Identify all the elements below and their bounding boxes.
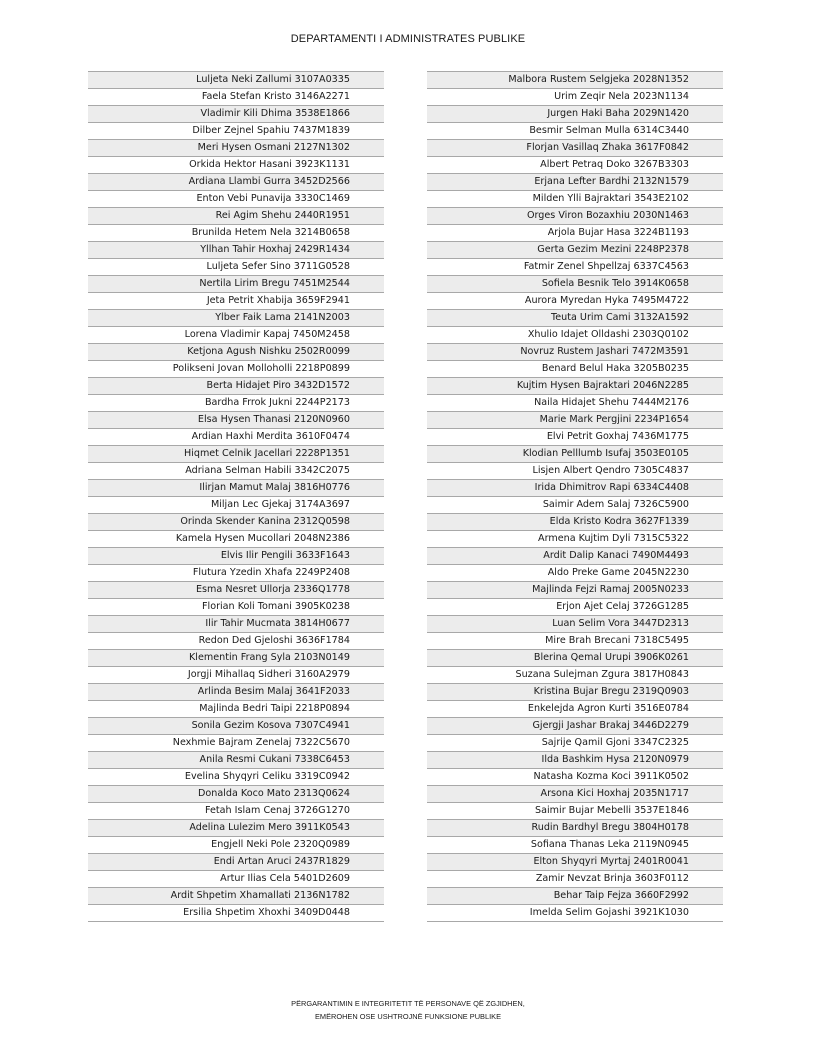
list-item: Milden Ylli Bajraktari 3543E2102 (427, 191, 723, 208)
list-item: Aldo Preke Game 2045N2230 (427, 565, 723, 582)
list-item: Donalda Koco Mato 2313Q0624 (88, 786, 384, 803)
list-item: Sofiana Thanas Leka 2119N0945 (427, 837, 723, 854)
list-item: Miljan Lec Gjekaj 3174A3697 (88, 497, 384, 514)
list-item: Redon Ded Gjeloshi 3636F1784 (88, 633, 384, 650)
list-item: Malbora Rustem Selgjeka 2028N1352 (427, 72, 723, 89)
list-item: Ardit Dalip Kanaci 7490M4493 (427, 548, 723, 565)
list-item: Mire Brah Brecani 7318C5495 (427, 633, 723, 650)
list-item: Faela Stefan Kristo 3146A2271 (88, 89, 384, 106)
list-item: Endi Artan Aruci 2437R1829 (88, 854, 384, 871)
list-item: Majlinda Fejzi Ramaj 2005N0233 (427, 582, 723, 599)
list-item: Enton Vebi Punavija 3330C1469 (88, 191, 384, 208)
list-item: Adriana Selman Habili 3342C2075 (88, 463, 384, 480)
list-item: Ilda Bashkim Hysa 2120N0979 (427, 752, 723, 769)
list-item: Hiqmet Celnik Jacellari 2228P1351 (88, 446, 384, 463)
list-item: Evelina Shyqyri Celiku 3319C0942 (88, 769, 384, 786)
list-item: Urim Zeqir Nela 2023N1134 (427, 89, 723, 106)
list-item: Benard Belul Haka 3205B0235 (427, 361, 723, 378)
list-item: Artur Ilias Cela 5401D2609 (88, 871, 384, 888)
list-item: Kristina Bujar Bregu 2319Q0903 (427, 684, 723, 701)
list-item: Imelda Selim Gojashi 3921K1030 (427, 905, 723, 922)
list-item: Naila Hidajet Shehu 7444M2176 (427, 395, 723, 412)
list-item: Lisjen Albert Qendro 7305C4837 (427, 463, 723, 480)
list-item: Polikseni Jovan Molloholli 2218P0899 (88, 361, 384, 378)
list-item: Albert Petraq Doko 3267B3303 (427, 157, 723, 174)
list-item: Besmir Selman Mulla 6314C3440 (427, 123, 723, 140)
list-item: Sofiela Besnik Telo 3914K0658 (427, 276, 723, 293)
list-item: Rudin Bardhyl Bregu 3804H0178 (427, 820, 723, 837)
list-item: Jurgen Haki Baha 2029N1420 (427, 106, 723, 123)
list-item: Yllhan Tahir Hoxhaj 2429R1434 (88, 242, 384, 259)
list-item: Berta Hidajet Piro 3432D1572 (88, 378, 384, 395)
list-item: Anila Resmi Cukani 7338C6453 (88, 752, 384, 769)
list-item: Orkida Hektor Hasani 3923K1131 (88, 157, 384, 174)
list-item: Jeta Petrit Xhabija 3659F2941 (88, 293, 384, 310)
list-item: Blerina Qemal Urupi 3906K0261 (427, 650, 723, 667)
list-item: Orges Viron Bozaxhiu 2030N1463 (427, 208, 723, 225)
list-item: Kamela Hysen Mucollari 2048N2386 (88, 531, 384, 548)
page-title: DEPARTAMENTI I ADMINISTRATES PUBLIKE (290, 33, 526, 45)
list-item: Armena Kujtim Dyli 7315C5322 (427, 531, 723, 548)
list-item: Florjan Vasillaq Zhaka 3617F0842 (427, 140, 723, 157)
right-name-list (427, 71, 723, 922)
list-item: Zamir Nevzat Brinja 3603F0112 (427, 871, 723, 888)
list-item: Irida Dhimitrov Rapi 6334C4408 (427, 480, 723, 497)
list-item: Saimir Bujar Mebelli 3537E1846 (427, 803, 723, 820)
list-item: Elton Shyqyri Myrtaj 2401R0041 (427, 854, 723, 871)
list-item: Meri Hysen Osmani 2127N1302 (88, 140, 384, 157)
list-item: Florian Koli Tomani 3905K0238 (88, 599, 384, 616)
list-item: Gjergji Jashar Brakaj 3446D2279 (427, 718, 723, 735)
list-item: Arsona Kici Hoxhaj 2035N1717 (427, 786, 723, 803)
list-item: Brunilda Hetem Nela 3214B0658 (88, 225, 384, 242)
list-item: Jorgji Mihallaq Sidheri 3160A2979 (88, 667, 384, 684)
list-item: Luljeta Sefer Sino 3711G0528 (88, 259, 384, 276)
left-name-list (88, 71, 384, 922)
list-item: Arjola Bujar Hasa 3224B1193 (427, 225, 723, 242)
footer-line-2: EMËROHEN OSE USHTROJNË FUNKSIONE PUBLIKE (314, 1011, 502, 1021)
list-item: Flutura Yzedin Xhafa 2249P2408 (88, 565, 384, 582)
list-item: Arlinda Besim Malaj 3641F2033 (88, 684, 384, 701)
list-item: Aurora Myredan Hyka 7495M4722 (427, 293, 723, 310)
list-item: Vladimir Kili Dhima 3538E1866 (88, 106, 384, 123)
list-item: Nexhmie Bajram Zenelaj 7322C5670 (88, 735, 384, 752)
list-item: Sonila Gezim Kosova 7307C4941 (88, 718, 384, 735)
list-item: Elda Kristo Kodra 3627F1339 (427, 514, 723, 531)
list-item: Adelina Lulezim Mero 3911K0543 (88, 820, 384, 837)
list-item: Suzana Sulejman Zgura 3817H0843 (427, 667, 723, 684)
list-item: Ardiana Llambi Gurra 3452D2566 (88, 174, 384, 191)
list-item: Sajrije Qamil Gjoni 3347C2325 (427, 735, 723, 752)
list-item: Fetah Islam Cenaj 3726G1270 (88, 803, 384, 820)
list-item: Erjon Ajet Celaj 3726G1285 (427, 599, 723, 616)
list-item: Klementin Frang Syla 2103N0149 (88, 650, 384, 667)
list-item: Ilir Tahir Mucmata 3814H0677 (88, 616, 384, 633)
list-item: Elsa Hysen Thanasi 2120N0960 (88, 412, 384, 429)
list-item: Ardian Haxhi Merdita 3610F0474 (88, 429, 384, 446)
list-item: Marie Mark Pergjini 2234P1654 (427, 412, 723, 429)
list-item: Elvi Petrit Goxhaj 7436M1775 (427, 429, 723, 446)
list-item: Fatmir Zenel Shpellzaj 6337C4563 (427, 259, 723, 276)
list-item: Enkelejda Agron Kurti 3516E0784 (427, 701, 723, 718)
list-item: Ketjona Agush Nishku 2502R0099 (88, 344, 384, 361)
list-item: Erjana Lefter Bardhi 2132N1579 (427, 174, 723, 191)
list-item: Nertila Lirim Bregu 7451M2544 (88, 276, 384, 293)
list-item: Saimir Adem Salaj 7326C5900 (427, 497, 723, 514)
list-item: Lorena Vladimir Kapaj 7450M2458 (88, 327, 384, 344)
list-item: Rei Agim Shehu 2440R1951 (88, 208, 384, 225)
list-item: Bardha Frrok Jukni 2244P2173 (88, 395, 384, 412)
list-item: Luljeta Neki Zallumi 3107A0335 (88, 72, 384, 89)
list-item: Gerta Gezim Mezini 2248P2378 (427, 242, 723, 259)
list-item: Kujtim Hysen Bajraktari 2046N2285 (427, 378, 723, 395)
list-item: Esma Nesret Ullorja 2336Q1778 (88, 582, 384, 599)
list-item: Ylber Faik Lama 2141N2003 (88, 310, 384, 327)
list-item: Natasha Kozma Koci 3911K0502 (427, 769, 723, 786)
list-item: Ardit Shpetim Xhamallati 2136N1782 (88, 888, 384, 905)
list-item: Novruz Rustem Jashari 7472M3591 (427, 344, 723, 361)
list-item: Klodian Pelllumb Isufaj 3503E0105 (427, 446, 723, 463)
list-item: Ersilia Shpetim Xhoxhi 3409D0448 (88, 905, 384, 922)
list-item: Ilirjan Mamut Malaj 3816H0776 (88, 480, 384, 497)
list-item: Dilber Zejnel Spahiu 7437M1839 (88, 123, 384, 140)
list-item: Xhulio Idajet Olldashi 2303Q0102 (427, 327, 723, 344)
list-item: Engjell Neki Pole 2320Q0989 (88, 837, 384, 854)
list-item: Elvis Ilir Pengili 3633F1643 (88, 548, 384, 565)
list-item: Orinda Skender Kanina 2312Q0598 (88, 514, 384, 531)
footer-line-1: PËRGARANTIMIN E INTEGRITETIT TË PERSONAVE QË ZGJIDHEN, (291, 999, 525, 1008)
footer (0, 998, 816, 1023)
list-item: Luan Selim Vora 3447D2313 (427, 616, 723, 633)
list-item: Majlinda Bedri Taipi 2218P0894 (88, 701, 384, 718)
list-item: Behar Taip Fejza 3660F2992 (427, 888, 723, 905)
list-item: Teuta Urim Cami 3132A1592 (427, 310, 723, 327)
